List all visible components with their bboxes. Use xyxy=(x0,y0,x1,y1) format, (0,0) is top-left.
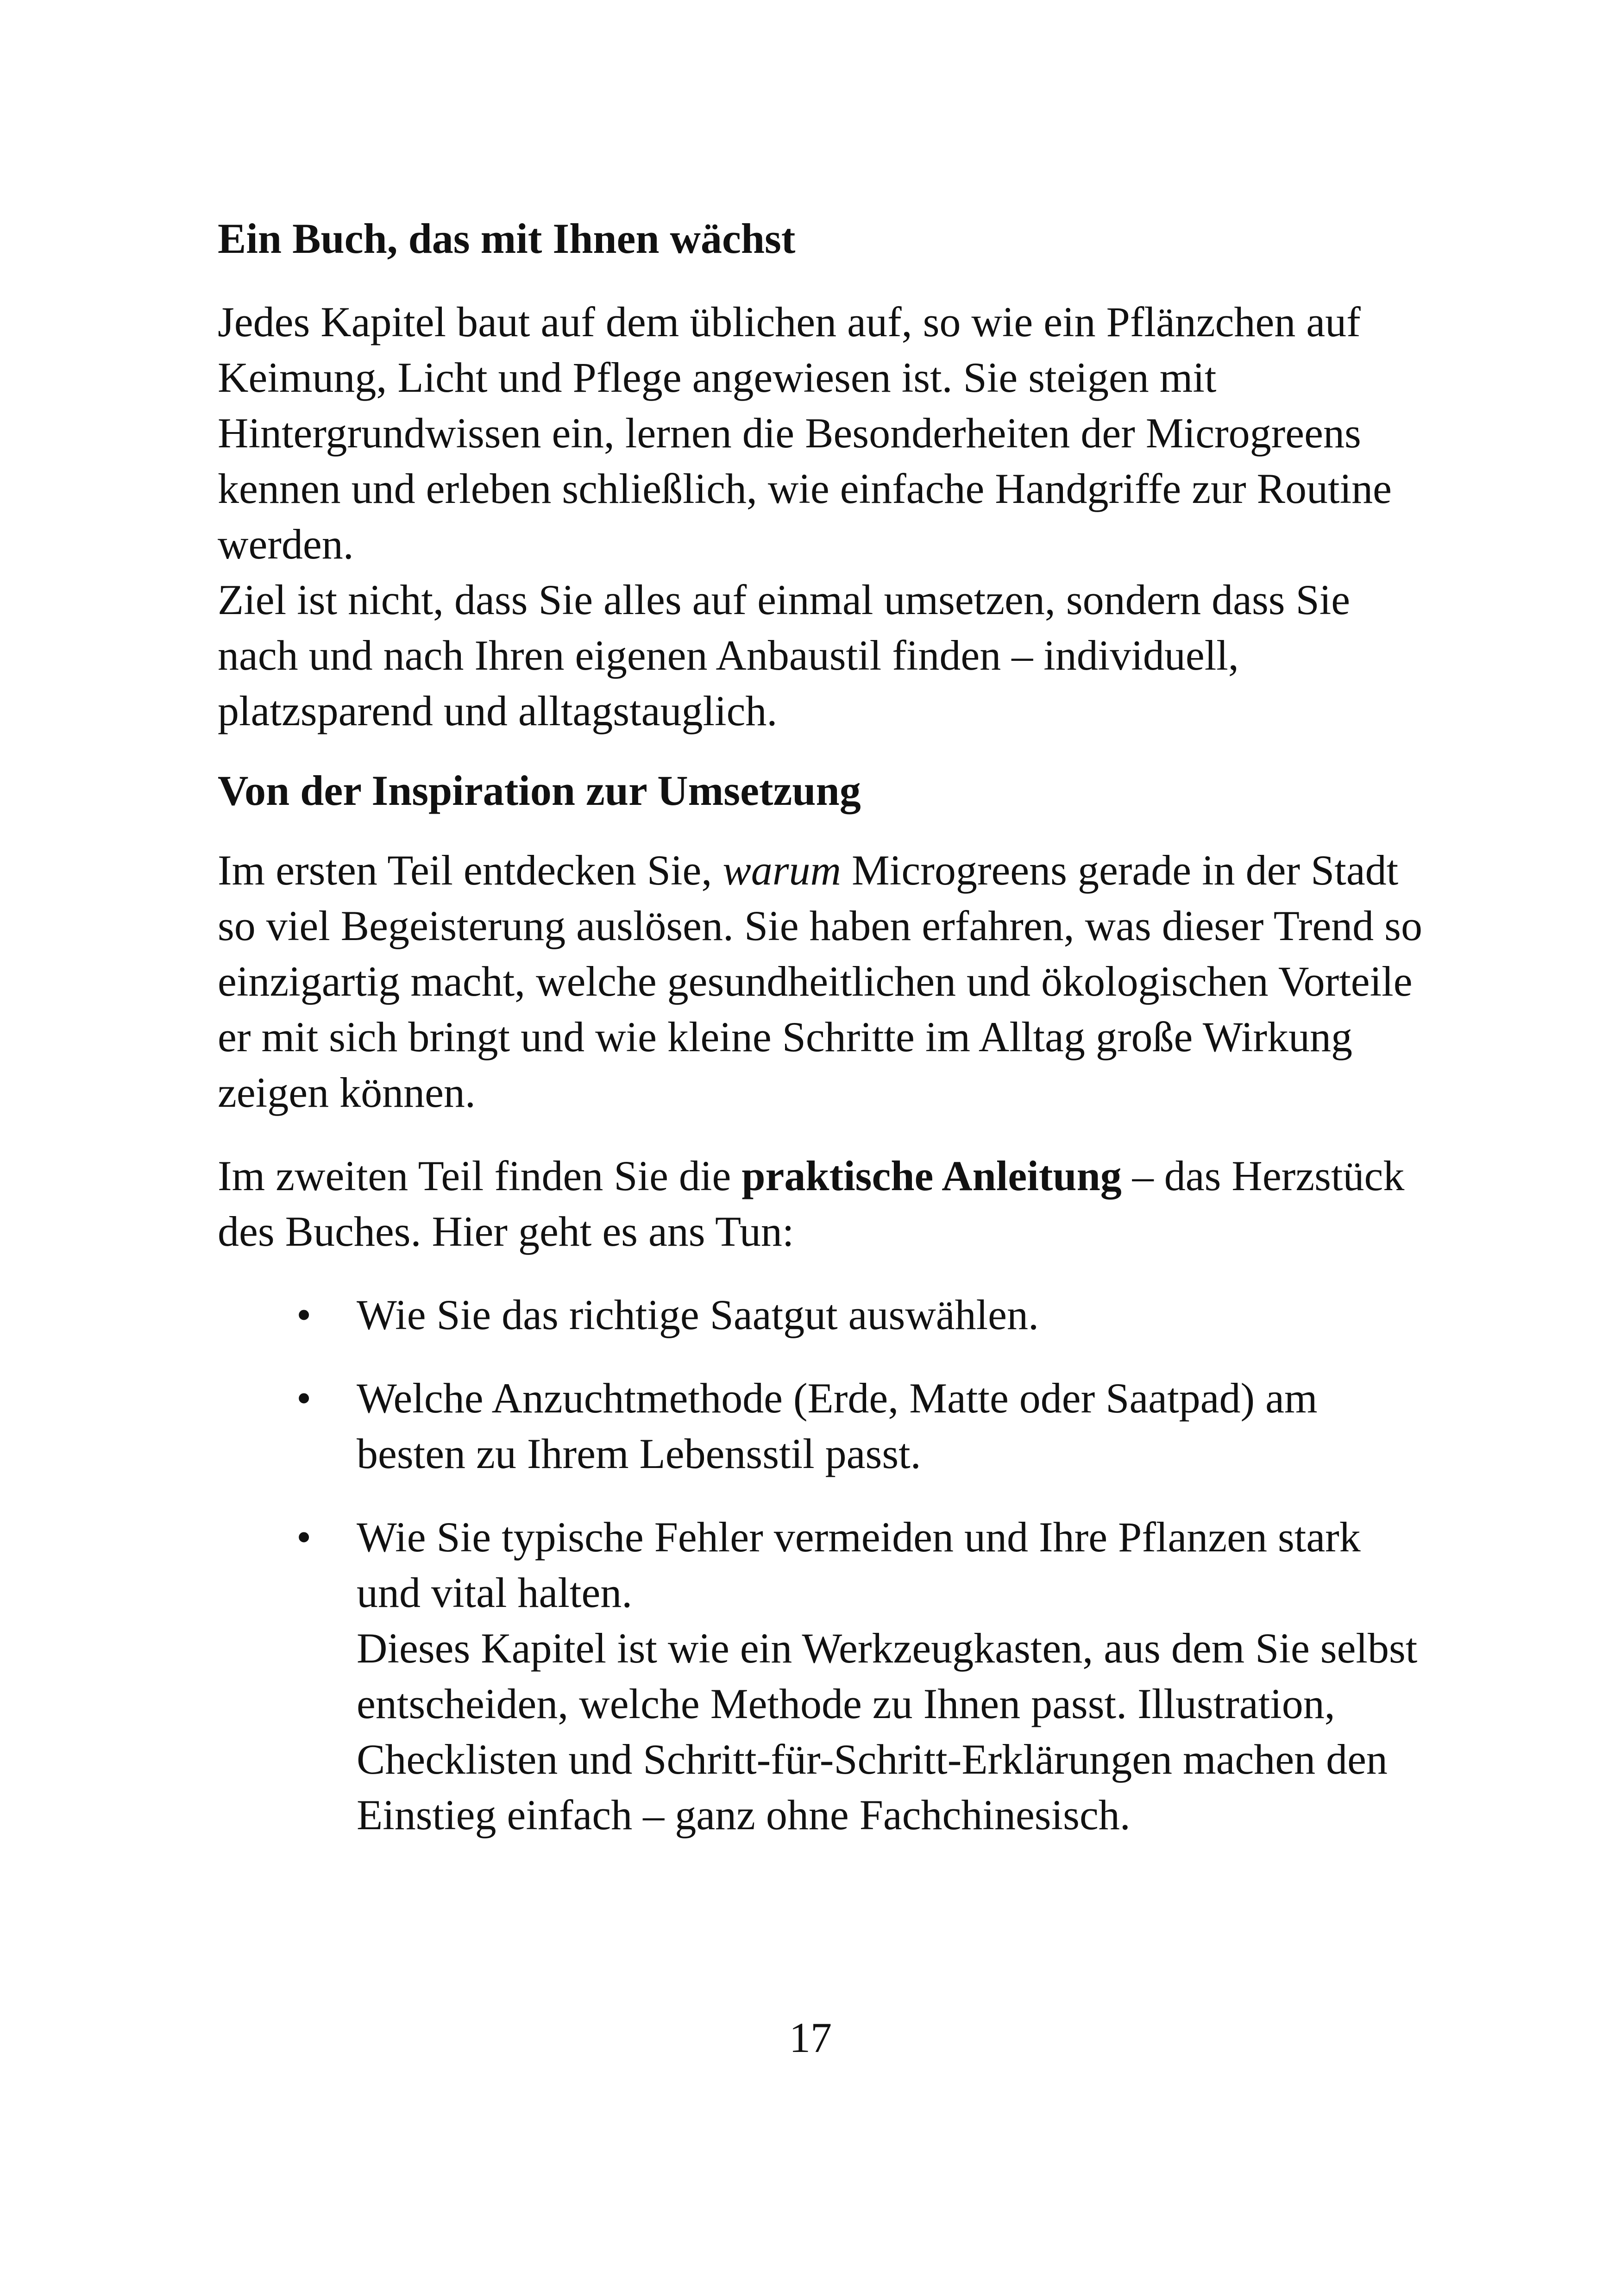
paragraph-text-before: Im ersten Teil entdecken Sie, xyxy=(218,847,723,894)
page-content xyxy=(218,211,1431,1843)
bullet-icon: • xyxy=(296,1374,312,1422)
strong-praktische-anleitung: praktische Anleitung xyxy=(741,1152,1122,1199)
list-item-text: Wie Sie typische Fehler vermeiden und Ihre Pflanzen stark und vital halten. xyxy=(357,1513,1361,1616)
paragraph-text-after: Microgreens gerade in der Stadt so viel Begeisterung auslösen. Sie haben erfahren, was dieser Trend so einzigartig macht, welche gesundheitlichen und ökologischen Vorteile er mit sich bringt und wie kleine Schritte im Alltag große Wirkung zeigen können. xyxy=(218,847,1422,1116)
bullet-icon: • xyxy=(296,1513,312,1561)
list-item xyxy=(218,1509,1431,1843)
list-item xyxy=(218,1370,1431,1481)
section-heading-book-grows: Ein Buch, das mit Ihnen wächst xyxy=(218,215,796,262)
list-item xyxy=(218,1287,1431,1342)
paragraph-text-after: – das Herzstück des Buches. Hier geht es ans Tun: xyxy=(218,1152,1405,1255)
paragraph-text-continued: Ziel ist nicht, dass Sie alles auf einmal umsetzen, sondern dass Sie nach und nach Ihren eigenen Anbaustil finden – individuell, platzsparend und alltagstauglich. xyxy=(218,576,1351,734)
section-paragraph-first-part xyxy=(218,842,1431,1120)
section-paragraph-second-part xyxy=(218,1148,1431,1259)
section-paragraph-intro xyxy=(218,294,1431,739)
paragraph-text-before: Im zweiten Teil finden Sie die xyxy=(218,1152,742,1199)
list-item-text: Wie Sie das richtige Saatgut auswählen. xyxy=(357,1291,1039,1338)
list-item-text: Welche Anzuchtmethode (Erde, Matte oder Saatpad) am besten zu Ihrem Lebensstil passt. xyxy=(357,1374,1318,1477)
bullet-list xyxy=(218,1287,1431,1843)
page-number: 17 xyxy=(789,2014,832,2061)
emphasis-warum: warum xyxy=(723,847,841,894)
list-item-note: Dieses Kapitel ist wie ein Werkzeugkasten, aus dem Sie selbst entscheiden, welche Methode zu Ihnen passt. Illustration, Checklisten und Schritt-für-Schritt-Erklärungen machen den Einstieg einfach – ganz ohne Fachchinesisch. xyxy=(357,1625,1418,1838)
section-heading-inspiration: Von der Inspiration zur Umsetzung xyxy=(218,767,861,814)
bullet-icon: • xyxy=(296,1291,312,1338)
paragraph-text: Jedes Kapitel baut auf dem üblichen auf, so wie ein Pflänzchen auf Keimung, Licht und Pflege angewiesen ist. Sie steigen mit Hintergrundwissen ein, lernen die Besonderheiten der Microgreens kennen und erleben schließlich, wie einfache Handgriffe zur Routine werden. xyxy=(218,298,1392,568)
